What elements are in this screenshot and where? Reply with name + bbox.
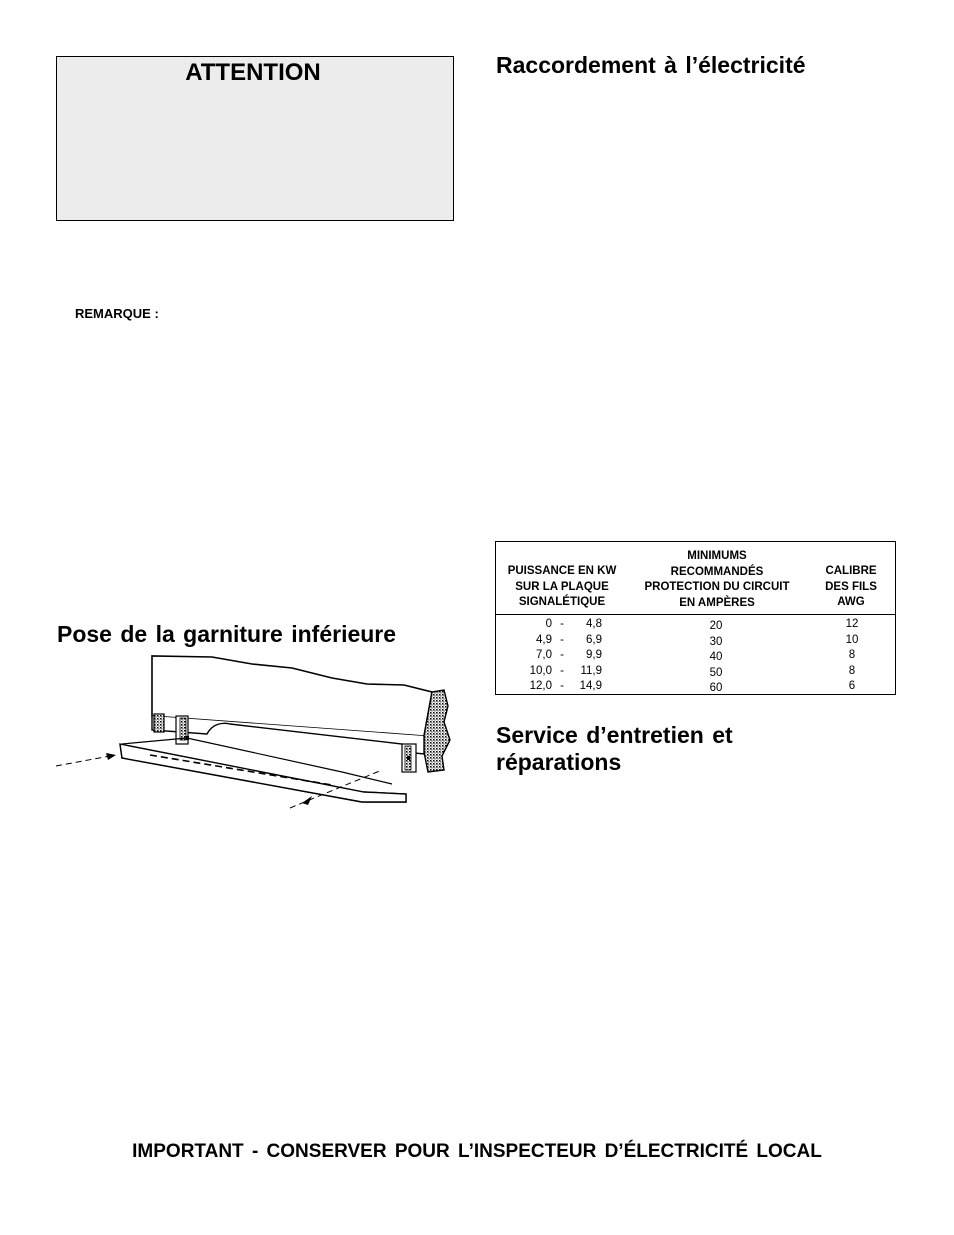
header-awg-line: AWG bbox=[837, 596, 865, 608]
kw-from: 7,0 bbox=[536, 649, 552, 661]
header-amps-line: EN AMPÈRES bbox=[679, 596, 755, 609]
heading-pose-garniture: Pose de la garniture inférieure bbox=[57, 621, 397, 647]
awg-cell: 8 bbox=[848, 649, 856, 661]
header-kw bbox=[502, 564, 622, 611]
kw-to: 11,9 bbox=[580, 664, 602, 677]
kw-separator: - bbox=[560, 649, 564, 661]
header-amps-line: PROTECTION DU CIRCUIT bbox=[644, 581, 790, 593]
attention-title: ATTENTION bbox=[185, 59, 321, 86]
amps-cell: 60 bbox=[709, 682, 723, 694]
table-row bbox=[524, 617, 604, 633]
table-row bbox=[524, 664, 604, 680]
amps-cell: 40 bbox=[709, 651, 723, 663]
column-amps bbox=[696, 619, 736, 697]
table-row bbox=[524, 633, 604, 649]
kw-to: 6,9 bbox=[586, 633, 602, 646]
bottom-trim-illustration bbox=[52, 652, 452, 817]
kw-separator: - bbox=[560, 633, 564, 646]
table-row bbox=[524, 648, 604, 664]
kw-from: 0 bbox=[545, 618, 552, 630]
kw-from: 10,0 bbox=[529, 664, 552, 677]
heading-service-line2: réparations bbox=[496, 749, 622, 775]
header-amps-line: MINIMUMS bbox=[687, 550, 747, 562]
header-amps-line: RECOMMANDÉS bbox=[670, 565, 764, 578]
heading-service-line1: Service d’entretien et bbox=[496, 722, 733, 748]
kw-from: 4,9 bbox=[536, 633, 552, 646]
column-kw bbox=[524, 617, 604, 695]
header-kw-line: SUR LA PLAQUE bbox=[515, 580, 609, 593]
heading-service bbox=[496, 722, 796, 776]
footer-important-notice: IMPORTANT - CONSERVER POUR L’INSPECTEUR D’ÉLECTRICITÉ LOCAL bbox=[132, 1141, 822, 1162]
awg-cell: 8 bbox=[848, 664, 856, 677]
kw-separator: - bbox=[560, 618, 564, 630]
amps-cell: 30 bbox=[709, 635, 723, 648]
header-awg-line: DES FILS bbox=[825, 580, 877, 593]
kw-to: 9,9 bbox=[586, 649, 602, 661]
awg-cell: 6 bbox=[848, 680, 856, 692]
kw-separator: - bbox=[560, 680, 564, 692]
kw-to: 14,9 bbox=[579, 680, 602, 692]
left-screw-arrow bbox=[56, 756, 110, 766]
header-kw-line: SIGNALÉTIQUE bbox=[518, 596, 606, 608]
header-kw-line: PUISSANCE EN KW bbox=[507, 565, 617, 577]
table-header bbox=[496, 542, 895, 615]
heading-raccordement: Raccordement à l’électricité bbox=[496, 52, 806, 78]
awg-cell: 10 bbox=[845, 633, 859, 646]
table-row bbox=[524, 679, 604, 695]
remarque-label: REMARQUE : bbox=[75, 306, 159, 321]
electrical-spec-table bbox=[495, 541, 896, 695]
attention-box bbox=[56, 56, 454, 221]
column-awg bbox=[834, 617, 870, 695]
header-awg bbox=[814, 564, 888, 611]
amps-cell: 20 bbox=[709, 620, 723, 632]
amps-cell: 50 bbox=[709, 666, 723, 679]
header-awg-line: CALIBRE bbox=[825, 565, 877, 577]
awg-cell: 12 bbox=[845, 618, 859, 630]
kw-to: 4,8 bbox=[586, 618, 602, 630]
kw-separator: - bbox=[560, 664, 564, 677]
header-amps bbox=[639, 549, 795, 611]
kw-from: 12,0 bbox=[529, 680, 552, 692]
